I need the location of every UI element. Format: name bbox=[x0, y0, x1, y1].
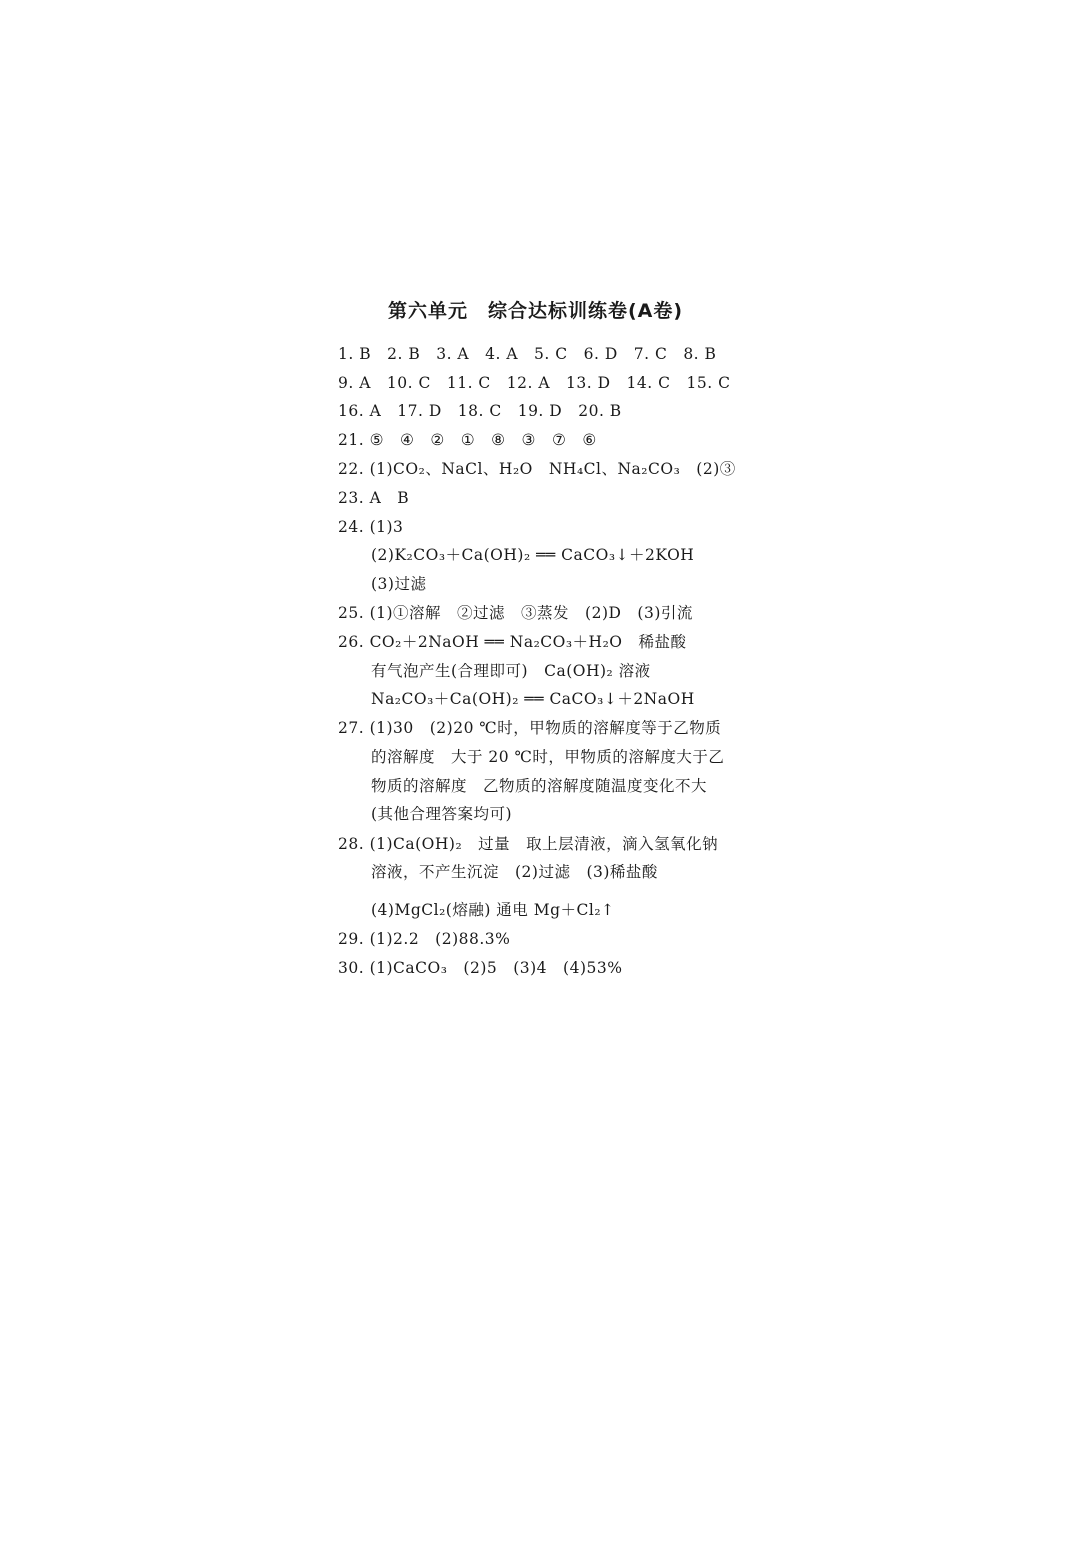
answer-line-22: 30. (1)CaCO₃ (2)5 (3)4 (4)53% bbox=[338, 959, 623, 977]
answer-line-3: 16. A 17. D 18. C 19. D 20. B bbox=[338, 402, 622, 420]
answer-line-4: 21. ⑤ ④ ② ① ⑧ ③ ⑦ ⑥ bbox=[338, 431, 597, 449]
answer-line-16: 物质的溶解度 乙物质的溶解度随温度变化不大 bbox=[371, 777, 708, 795]
answer-line-17: (其他合理答案均可) bbox=[371, 805, 513, 823]
answer-line-6: 23. A B bbox=[338, 489, 410, 507]
answer-line-11: 26. CO₂＋2NaOH ══ Na₂CO₃＋H₂O 稀盐酸 bbox=[338, 633, 687, 651]
answer-line-19: 溶液，不产生沉淀 (2)过滤 (3)稀盐酸 bbox=[371, 863, 658, 881]
answer-line-9: (3)过滤 bbox=[371, 575, 427, 593]
answer-line-13: Na₂CO₃＋Ca(OH)₂ ══ CaCO₃↓＋2NaOH bbox=[371, 690, 695, 708]
answer-line-18: 28. (1)Ca(OH)₂ 过量 取上层清液，滴入氢氧化钠 bbox=[338, 835, 719, 853]
answer-line-7: 24. (1)3 bbox=[338, 518, 404, 536]
page-title: 第六单元 综合达标训练卷(A卷) bbox=[388, 300, 684, 322]
answer-line-2: 9. A 10. C 11. C 12. A 13. D 14. C 15. C bbox=[338, 374, 731, 392]
answer-line-14: 27. (1)30 (2)20 ℃时，甲物质的溶解度等于乙物质 bbox=[338, 719, 722, 737]
answer-line-8: (2)K₂CO₃＋Ca(OH)₂ ══ CaCO₃↓＋2KOH bbox=[371, 546, 695, 564]
answer-line-21: 29. (1)2.2 (2)88.3% bbox=[338, 930, 511, 948]
answer-line-20: (4)MgCl₂(熔融) 通电 Mg＋Cl₂↑ bbox=[371, 901, 615, 919]
answer-line-1: 1. B 2. B 3. A 4. A 5. C 6. D 7. C 8. B bbox=[338, 345, 717, 363]
answer-line-5: 22. (1)CO₂、NaCl、H₂O NH₄Cl、Na₂CO₃ (2)③ bbox=[338, 460, 736, 478]
answer-line-10: 25. (1)①溶解 ②过滤 ③蒸发 (2)D (3)引流 bbox=[338, 604, 693, 622]
answer-line-12: 有气泡产生(合理即可) Ca(OH)₂ 溶液 bbox=[371, 662, 651, 680]
answer-line-15: 的溶解度 大于 20 ℃时，甲物质的溶解度大于乙 bbox=[371, 748, 725, 766]
